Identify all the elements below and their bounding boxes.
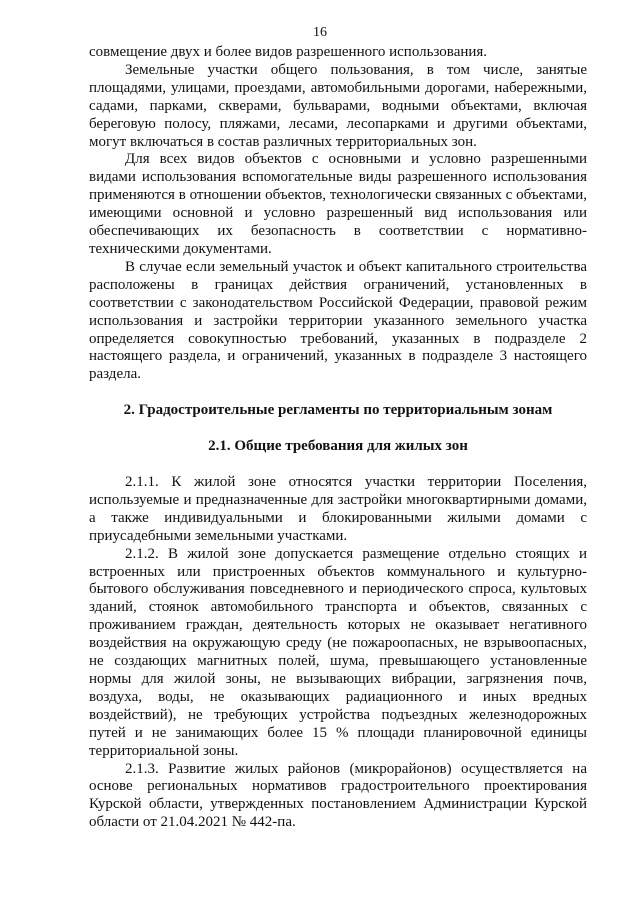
section-heading: 2. Градостроительные регламенты по территориальным зонам (123, 402, 553, 419)
document-body (89, 44, 587, 832)
paragraph-restrictions: В случае если земельный участок и объект капитального строительства расположены в границах действия ограничений, установленных в соответствии с законодательством Российской Федерации, правовой режим использования и застройки территории указанного земельного участка определяется совокупностью требований, указанных в подразделе 2 настоящего раздела, и ограничений, указанных в подразделе 3 настоящего раздела. (89, 258, 587, 383)
subsection-heading: 2.1. Общие требования для жилых зон (208, 438, 468, 455)
page-number: 16 (313, 25, 327, 40)
paragraph-continuation: совмещение двух и более видов разрешенного использования. (89, 44, 488, 60)
paragraph-2-1-3: 2.1.3. Развитие жилых районов (микрорайонов) осуществляется на основе региональных нормативов градостроительного проектирования Курской области, утвержденных постановлением Администрации Курской области от 21.04.2021 № 442-па. (89, 760, 587, 831)
paragraph-2-1-1: 2.1.1. К жилой зоне относятся участки территории Поселения, используемые и предназначенные для застройки многоквартирными домами, а также индивидуальными и блокированными жилыми домами с приусадебными земельными участками. (89, 474, 587, 544)
paragraph-2-1-2: 2.1.2. В жилой зоне допускается размещение отдельно стоящих и встроенных или пристроенных объектов коммунального и культурно-бытового обслуживания повседневного и периодического спроса, культовых зданий, стоянок автомобильного транспорта и объектов, связанных с проживанием граждан, деятельность которых не оказывает негативного воздействия на окружающую среду (не пожароопасных, не взрывоопасных, не создающих магнитных полей, шума, превышающего установленные нормы для жилой зоны, не вызывающих вибрации, загрязнения почв, воздуха, воды, не оказывающих радиационного и иных вредных воздействий), не требующих устройства подъездных железнодорожных путей и не занимающих более 15 % площади планировочной единицы территориальной зоны. (89, 545, 587, 759)
paragraph-public-land: Земельные участки общего пользования, в том числе, занятые площадями, улицами, проездами, автомобильными дорогами, набережными, садами, парками, скверами, бульварами, водными объектами, включая береговую полосу, пляжами, лесами, лесопарками и другими объектами, могут включаться в состав различных территориальных зон. (89, 61, 587, 150)
paragraph-auxiliary-use: Для всех видов объектов с основными и условно разрешенными видами использования вспомогательные виды разрешенного использования применяются в отношении объектов, технологически связанных с объектами, имеющими основной и условно разрешенный вид использования или обеспечивающих их безопасность в соответствии с нормативно-техническими документами. (89, 151, 587, 257)
